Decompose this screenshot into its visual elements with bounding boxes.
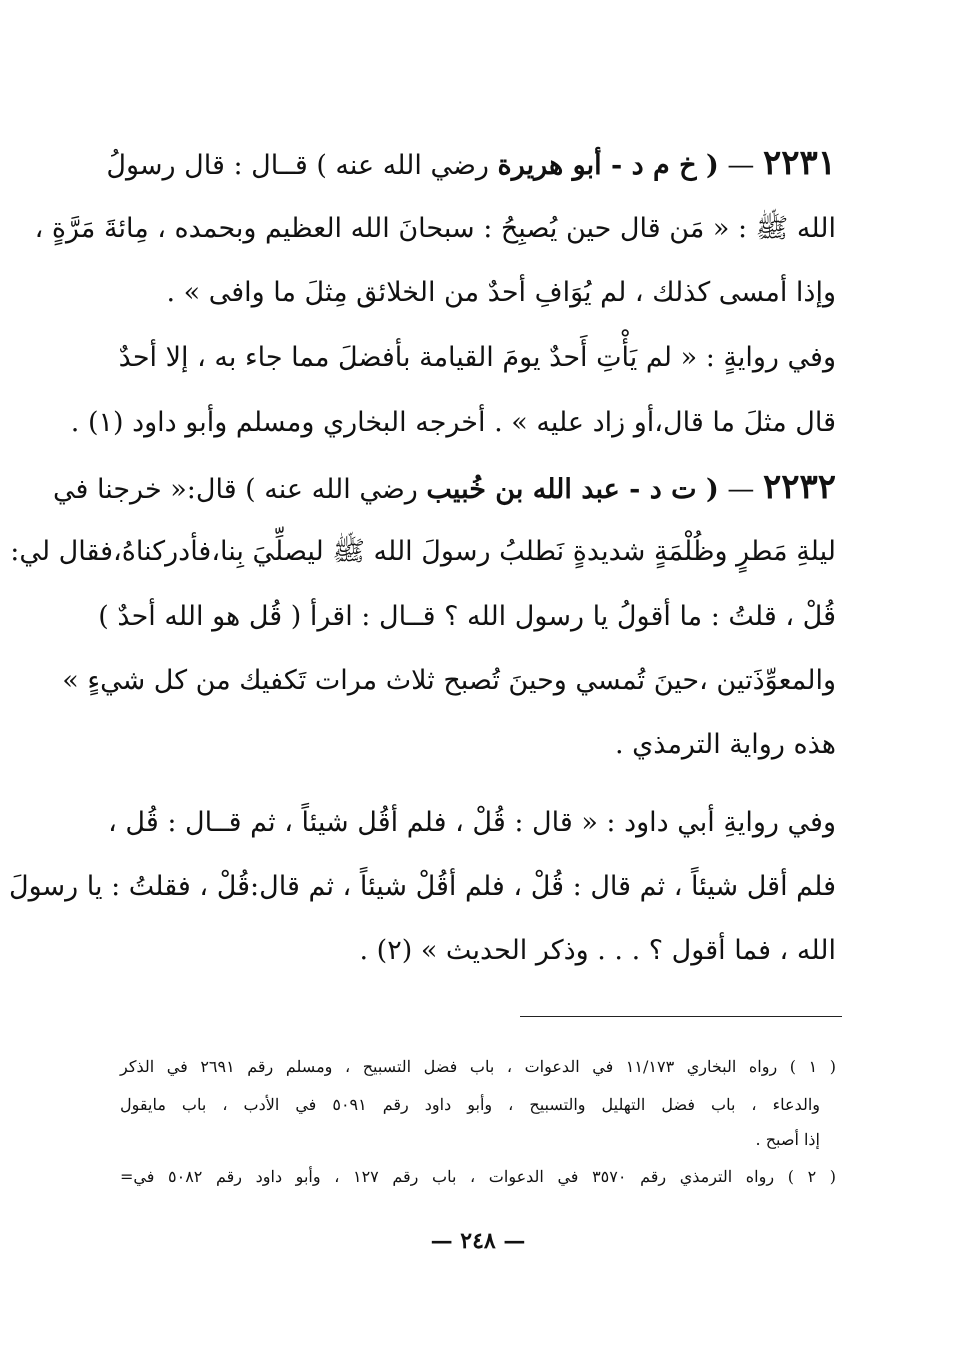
hadith-2231-line-3: وإذا أمسى كذلك ، لم يُوَافِ أحدٌ من الخلائق مِثلَ ما وافى » . bbox=[166, 277, 836, 308]
hadith-number: ٢٢٣١ bbox=[762, 143, 836, 183]
page-number: — ٢٤٨ — bbox=[430, 1228, 526, 1254]
hadith-number: ٢٢٣٢ bbox=[762, 467, 836, 507]
hadith-source: ( خ م د - أبو هريرة bbox=[497, 150, 719, 181]
hadith-2232-line-5: هذه رواية الترمذي . bbox=[615, 729, 836, 760]
hadith-2231-line-1 bbox=[106, 138, 836, 188]
hadith-2232-line-1 bbox=[53, 462, 836, 512]
hadith-2232-line-4: والمعوِّذَتين ،حينَ تُمسي وحينَ تُصبح ثلاث مرات تَكفيك من كل شيءٍ » bbox=[62, 665, 836, 696]
hadith-text: رضي الله عنه ) قــال : قال رسولُ bbox=[106, 150, 489, 181]
hadith-dash: — bbox=[727, 150, 755, 181]
hadith-dash: — bbox=[727, 474, 755, 505]
footnote-2-line-1: ( ٢ ) رواه الترمذي رقم ٣٥٧٠ في الدعوات ، باب رقم ١٢٧ ، وأبو داود رقم ٥٠٨٢ في= bbox=[120, 1167, 837, 1186]
hadith-2232-line-8: الله ، فما أقول ؟ . . . وذكر الحديث » (٢) . bbox=[359, 935, 836, 966]
hadith-2232-line-6: وفي روايةِ أبي داود : « قال : قُلْ ، فلم أقُل شيئاً ، ثم قــال : قُل ، bbox=[108, 807, 836, 838]
hadith-2231-line-2: الله ﷺ : « مَن قال حين يُصبِحُ : سبحانَ الله العظيم وبحمده ، مِائةَ مَرَّةٍ ، bbox=[34, 213, 836, 244]
footnote-1-line-1: ( ١ ) رواه البخاري ١١/١٧٣ في الدعوات ، باب فضل التسبيح ، ومسلم رقم ٢٦٩١ في الذكر bbox=[120, 1057, 837, 1076]
hadith-text: رضي الله عنه ) قال:« خرجنا في bbox=[53, 474, 418, 505]
hadith-2232-line-7: فلم أقل شيئاً ، ثم قال : قُلْ ، فلم أقُلْ شيئاً ، ثم قال:قُلْ ، فقلتُ : يا رسولَ bbox=[8, 871, 836, 902]
footnote-divider bbox=[520, 1016, 842, 1017]
hadith-2232-line-3: قُلْ ، قلتُ : ما أقولُ يا رسول الله ؟ قــال : اقرأ ( قُل هو الله أحدٌ ) bbox=[98, 601, 836, 632]
hadith-2232-line-2: ليلةِ مَطرٍ وظُلْمَةٍ شديدةٍ نَطلبُ رسولَ الله ﷺ ليصلِّيَ بِنا،فأدركناهُ،فقال لي: bbox=[10, 536, 836, 567]
footnote-1-line-2: والدعاء ، باب فضل التهليل والتسبيح ، وأبو داود رقم ٥٠٩١ في الأدب ، باب مايقول bbox=[120, 1095, 821, 1114]
footnote-1-line-3: إذا أصبح . bbox=[755, 1130, 820, 1149]
hadith-2231-line-5: قال مثلَ ما قال،أو زاد عليه » . أخرجه البخاري ومسلم وأبو داود (١) . bbox=[70, 407, 836, 438]
hadith-2231-line-4: وفي روايةٍ : « لم يَأْتِ أَحدٌ يومَ القيامة بأفضلَ مما جاء به ، إلا أحدٌ bbox=[118, 342, 836, 373]
hadith-source: ( ت د - عبد الله بن خُبيب bbox=[426, 474, 719, 505]
